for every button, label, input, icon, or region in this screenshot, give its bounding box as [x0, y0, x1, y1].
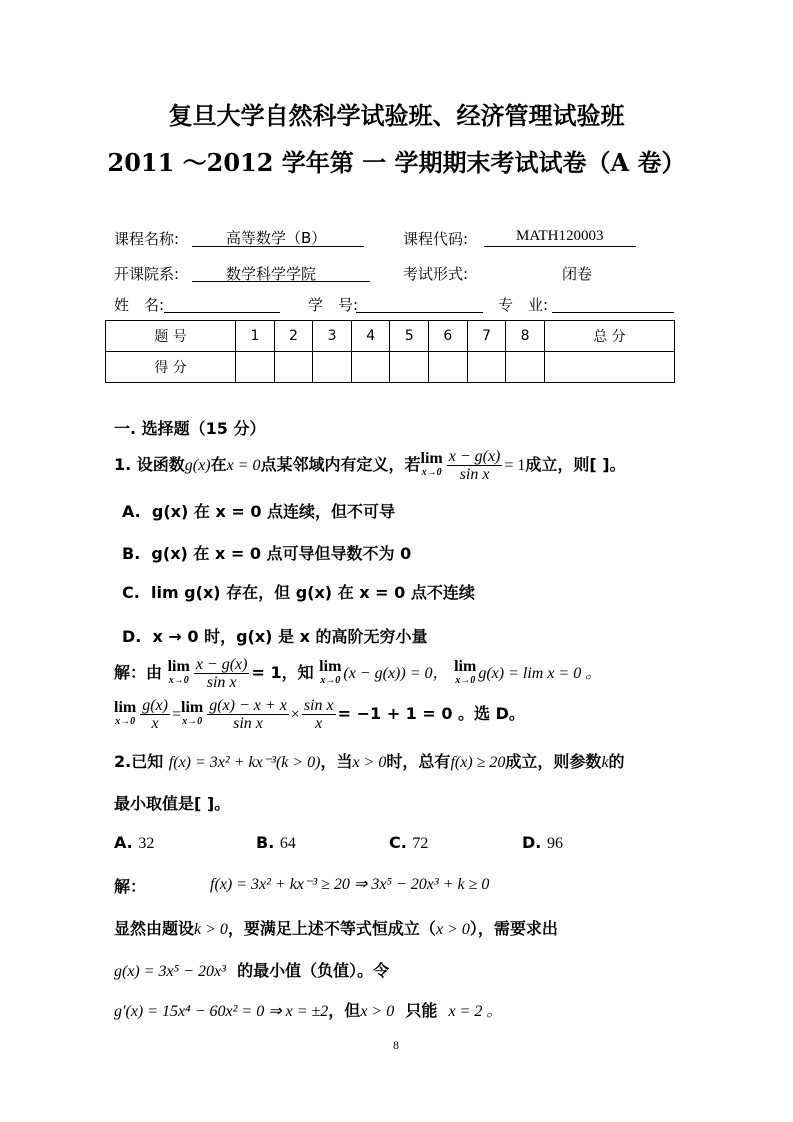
table-cell: 7 [467, 321, 506, 352]
fraction [207, 697, 289, 732]
fraction [140, 697, 170, 732]
option-value: 32 [138, 835, 155, 852]
denominator: sin x [233, 715, 263, 732]
text: ，当 [320, 752, 353, 771]
solution-1 [114, 656, 601, 691]
option-label: A. [122, 502, 141, 521]
option-a [114, 833, 154, 853]
text: 时，总有 [386, 752, 451, 771]
option-text: g(x) 在 x = 0 点可导但导数不为 0 [151, 544, 412, 563]
math: x > 0 [435, 921, 470, 938]
table-cell: 2 [274, 321, 313, 352]
limit [167, 657, 190, 688]
text: 的 [608, 752, 625, 771]
lim: lim [319, 657, 342, 675]
option-b [122, 541, 411, 564]
exam-title-line1: 复旦大学自然科学试验班、经济管理试验班 [168, 101, 625, 130]
limit [319, 657, 342, 688]
course-name-label: 课程名称: [114, 230, 180, 248]
fraction [194, 656, 250, 691]
text: ，但 [328, 1001, 361, 1020]
table-cell: 5 [390, 321, 429, 352]
solution-2-line4 [114, 998, 502, 1021]
option-d [522, 833, 563, 853]
score-cell [313, 352, 352, 383]
denominator: x [151, 715, 159, 732]
score-cell [467, 352, 506, 383]
score-cell [351, 352, 390, 383]
numerator: g(x) − x + x [209, 697, 287, 714]
math: g(x) = lim x = 0 。 [478, 665, 602, 682]
table-cell: 1 [236, 321, 275, 352]
math: g(x) [184, 457, 211, 474]
score-cell [506, 352, 545, 383]
text: 点某邻域内有定义，若 [260, 455, 421, 474]
math: x = 0 [226, 457, 261, 474]
course-name: 高等数学（B） [226, 229, 327, 247]
question-2 [114, 749, 625, 772]
solution-1-line2: lim x→0 $\frac{g(x)}{x}$ = lim x→0 $\frac{g(x) - x + x}{\text{sin x}}$ × $\frac{\text{sin x}}{x}$ = −1 + 1 = 0 。选 D。 [114, 697, 525, 732]
lim-sub: x→0 [320, 674, 341, 686]
dept: 数学科学学院 [226, 265, 317, 283]
text: 在 [210, 455, 227, 474]
lim-sub: x→0 [168, 674, 189, 686]
option-value: 64 [279, 835, 296, 852]
table-cell: 题 号 [106, 321, 236, 352]
lim-sub: x→0 [421, 466, 442, 478]
dept-label: 开课院系: [114, 265, 180, 283]
math: x > 0 [360, 1003, 395, 1020]
numerator: x − g(x) [448, 448, 501, 465]
underline [192, 246, 364, 247]
student-id-label: 学 号: [308, 296, 359, 314]
name-label: 姓 名: [114, 296, 165, 314]
table-cell: 8 [506, 321, 545, 352]
course-code: MATH120003 [516, 228, 604, 244]
solution-2-equation: f(x) = 3x² + kx⁻³ ≥ 20 ⇒ 3x⁵ − 20x³ + k ≥ 0 [210, 876, 490, 893]
fraction [447, 448, 503, 483]
score-cell [429, 352, 468, 383]
score-table-score-row [106, 352, 675, 383]
math: f(x) = 3x² + kx⁻³(k > 0) [168, 754, 321, 771]
course-code-label: 课程代码: [403, 230, 469, 248]
lim: lim [167, 657, 190, 675]
limit [420, 449, 443, 480]
option-c [389, 833, 428, 853]
math: k > 0 [194, 921, 228, 938]
solution-2-line2 [114, 916, 558, 939]
option-label: C. [122, 583, 140, 602]
question-1 [114, 448, 626, 483]
underline [192, 281, 370, 282]
solution-2-line3 [114, 958, 389, 981]
text: 成立，则参数 [505, 752, 602, 771]
exam-form-label: 考试形式: [403, 265, 469, 283]
limit [181, 698, 204, 729]
numerator: g(x) [142, 697, 168, 714]
text: 只能 [405, 1001, 438, 1020]
text: = 1，知 [251, 663, 314, 682]
numerator: sin x [303, 697, 334, 714]
option-b [256, 833, 296, 853]
text: 成立，则[ ]。 [525, 455, 626, 474]
option-label: D. [522, 833, 542, 852]
option-label: B. [256, 833, 275, 852]
text: 解：由 [114, 663, 163, 682]
lim-sub: x→0 [455, 674, 476, 686]
score-cell [544, 352, 674, 383]
denominator: sin x [206, 674, 237, 691]
denominator: x [315, 715, 323, 732]
math: x > 0 [352, 754, 387, 771]
fraction [302, 697, 336, 732]
table-cell: 得 分 [106, 352, 236, 383]
option-a [122, 499, 395, 522]
text: ），需要求出 [469, 919, 558, 938]
table-cell: 总 分 [544, 321, 674, 352]
question-2-line2: 最小取值是[ ]。 [114, 794, 231, 813]
option-label: B. [122, 544, 141, 563]
text: = −1 + 1 = 0 。选 D。 [337, 704, 525, 723]
option-text: x → 0 时，g(x) 是 x 的高阶无穷小量 [152, 627, 428, 646]
option-text: lim g(x) 存在，但 g(x) 在 x = 0 点不连续 [150, 583, 475, 602]
score-table-header-row [106, 321, 675, 352]
score-cell [274, 352, 313, 383]
math: (x − g(x)) = 0， [343, 665, 449, 682]
option-d [122, 624, 428, 647]
lim-sub: x→0 [115, 715, 136, 727]
lim: lim [454, 657, 477, 675]
math: k [601, 754, 609, 771]
score-cell [390, 352, 429, 383]
option-c [122, 580, 475, 603]
table-cell: 3 [313, 321, 352, 352]
math: g(x) = 3x⁵ − 20x³ [114, 963, 226, 980]
score-cell [236, 352, 275, 383]
math: = 1 [504, 457, 526, 474]
lim: lim [420, 449, 443, 467]
option-label: D. [122, 627, 142, 646]
major-label: 专 业: [498, 296, 549, 314]
math: x = 2 。 [448, 1003, 503, 1020]
exam-form: 闭卷 [562, 265, 593, 283]
table-cell: 4 [351, 321, 390, 352]
limit [454, 657, 477, 688]
name-field [164, 312, 280, 313]
option-value: 72 [412, 835, 429, 852]
section-heading: 一. 选择题（15 分） [114, 419, 266, 438]
denominator: sin x [459, 466, 490, 483]
option-label: A. [114, 833, 133, 852]
table-cell: 6 [429, 321, 468, 352]
option-value: 96 [546, 835, 563, 852]
lim: lim [181, 698, 204, 716]
score-table [105, 320, 675, 383]
text: 的最小值（负值）。令 [237, 961, 390, 980]
underline [484, 246, 636, 247]
math: g′(x) = 15x⁴ − 60x² = 0 ⇒ x = ±2 [114, 1003, 329, 1020]
solution-2-label: 解： [114, 877, 147, 896]
exam-title-line2: 2011 ～2012 学年第 一 学期期末考试试卷（A 卷） [107, 148, 686, 177]
lim: lim [114, 698, 137, 716]
text: 2.已知 [114, 752, 164, 771]
text: 1. 设函数 [114, 455, 185, 474]
numerator: x − g(x) [195, 656, 248, 673]
limit [114, 698, 137, 729]
option-text: g(x) 在 x = 0 点连续，但不可导 [151, 502, 396, 521]
math: f(x) ≥ 20 [450, 754, 506, 771]
student-id-field [356, 312, 483, 313]
page-number: 8 [393, 1038, 399, 1052]
text: ，要满足上述不等式恒成立（ [227, 919, 436, 938]
text: 显然由题设 [114, 919, 195, 938]
lim-sub: x→0 [182, 715, 203, 727]
major-field [552, 312, 674, 313]
option-label: C. [389, 833, 407, 852]
